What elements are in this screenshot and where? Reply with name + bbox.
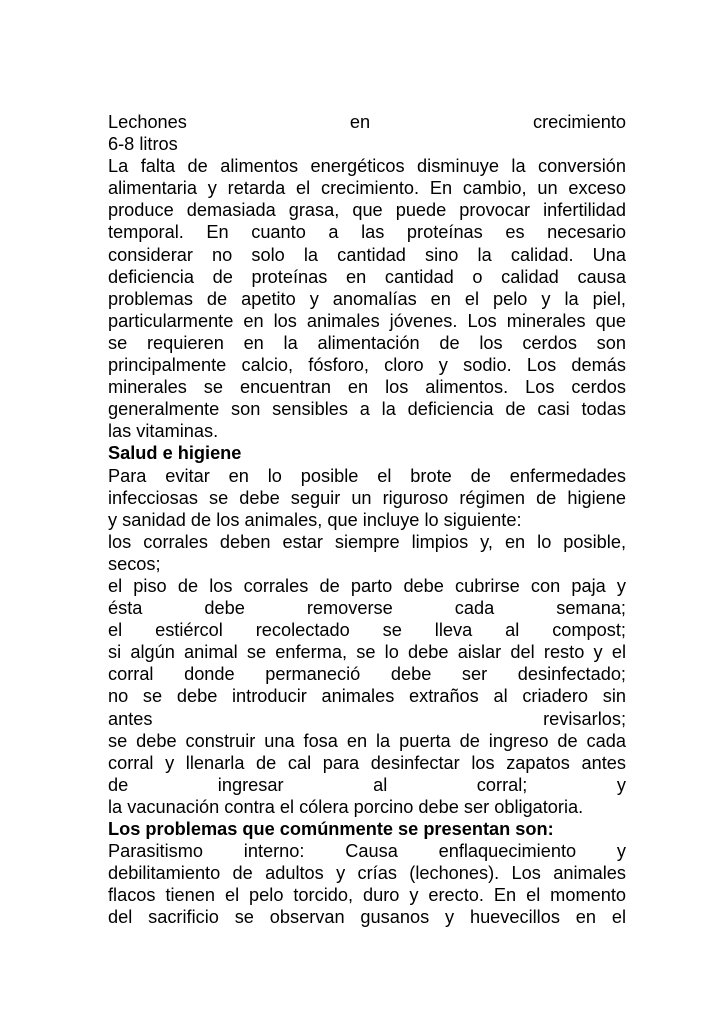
section-heading-line: Salud e higiene [108,443,242,464]
text-line: alimentaria y retarda el crecimiento. En cambio, un exceso [108,178,626,199]
text-line: de ingresar al corral; y [108,774,626,795]
text-line: del sacrificio se observan gusanos y huevecillos en el [108,907,626,928]
text-line: Parasitismo interno: Causa enflaquecimiento y [108,841,626,862]
text-line: particularmente en los animales jóvenes. Los minerales que [108,310,626,331]
text-line: si algún animal se enferma, se lo debe aislar del resto y el [108,642,626,663]
text-line: deficiencia de proteínas en cantidad o calidad causa [108,266,626,287]
text-line: problemas de apetito y anomalías en el pelo y la piel, [108,288,626,309]
text-line: infecciosas se debe seguir un riguroso régimen de higiene [108,487,626,508]
text-line: generalmente son sensibles a la deficiencia de casi todas [108,399,626,420]
text-line: la vacunación contra el cólera porcino debe ser obligatoria. [108,796,584,817]
text-line: corral donde permaneció debe ser desinfectado; [108,664,626,685]
text-line: temporal. En cuanto a las proteínas es necesario [108,222,626,243]
text-line: y sanidad de los animales, que incluye lo siguiente: [108,509,522,530]
section-heading-line: Los problemas que comúnmente se presentan son: [108,819,554,839]
text-line: principalmente calcio, fósforo, cloro y sodio. Los demás [108,355,626,376]
text-line: se requieren en la alimentación de los cerdos son [108,332,626,353]
text-line: el piso de los corrales de parto debe cubrirse con paja y [108,575,626,596]
text-line: minerales se encuentran en los alimentos. Los cerdos [108,377,626,398]
text-line: Lechones en crecimiento [108,112,626,132]
text-line: los corrales deben estar siempre limpios y, en lo posible, [108,531,626,552]
text-line: antes revisarlos; [108,708,626,729]
text-line: Para evitar en lo posible el brote de enfermedades [108,465,626,486]
text-line: se debe construir una fosa en la puerta de ingreso de cada [108,730,626,751]
text-line: ésta debe removerse cada semana; [108,598,626,619]
text-line: corral y llenarla de cal para desinfectar los zapatos antes [108,752,626,773]
text-line: considerar no solo la cantidad sino la calidad. Una [108,244,626,265]
text-line: secos; [108,553,161,574]
text-line: debilitamiento de adultos y crías (lechones). Los animales [108,863,626,884]
text-line: 6-8 litros [108,134,178,155]
text-line: el estiércol recolectado se lleva al compost; [108,620,626,641]
text-line: flacos tienen el pelo torcido, duro y erecto. En el momento [108,885,626,906]
document-body [108,111,626,928]
text-line: La falta de alimentos energéticos disminuye la conversión [108,156,626,177]
text-line: no se debe introducir animales extraños al criadero sin [108,686,626,707]
text-line: las vitaminas. [108,421,219,442]
text-line: produce demasiada grasa, que puede provocar infertilidad [108,200,626,221]
